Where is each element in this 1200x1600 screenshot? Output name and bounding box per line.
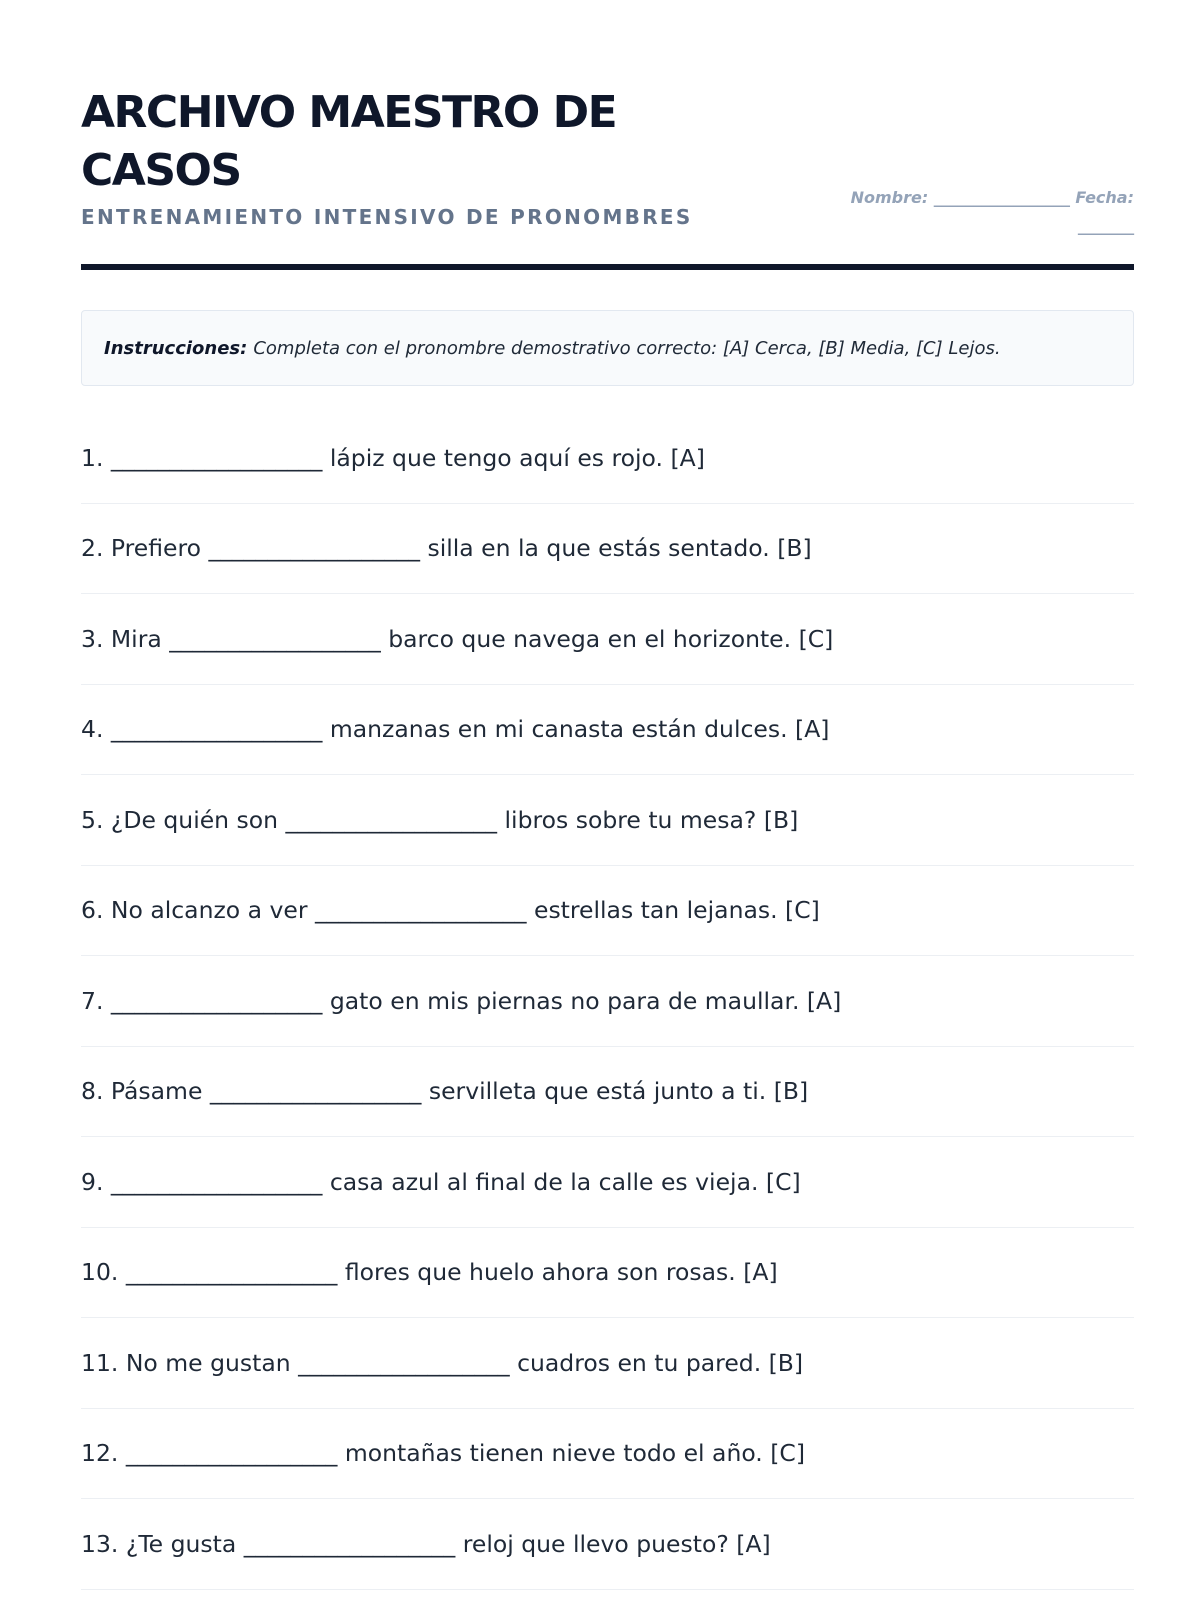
instructions-box (81, 310, 1134, 386)
exercise-item: 3. Mira __________________ barco que navega en el horizonte. [C] (81, 594, 1134, 685)
exercise-item: 1. __________________ lápiz que tengo aquí es rojo. [A] (81, 413, 1134, 504)
worksheet-header (81, 84, 1134, 270)
name-line: _________________ (933, 188, 1070, 207)
exercise-item: 7. __________________ gato en mis piernas no para de maullar. [A] (81, 956, 1134, 1047)
instructions-text: Completa con el pronombre demostrativo correcto: [A] Cerca, [B] Media, [C] Lejos. (253, 337, 1001, 359)
exercise-item: 8. Pásame __________________ servilleta que está junto a ti. [B] (81, 1047, 1134, 1138)
date-line: _______ (1078, 216, 1134, 235)
exercise-item: 6. No alcanzo a ver __________________ estrellas tan lejanas. [C] (81, 866, 1134, 957)
instructions-label: Instrucciones: (104, 337, 248, 359)
exercise-item: 4. __________________ manzanas en mi canasta están dulces. [A] (81, 685, 1134, 776)
exercise-item: 9. __________________ casa azul al final de la calle es vieja. [C] (81, 1137, 1134, 1228)
exercise-item: 10. __________________ flores que huelo ahora son rosas. [A] (81, 1228, 1134, 1319)
worksheet-page (81, 84, 1134, 1558)
exercise-item: 13. ¿Te gusta __________________ reloj que llevo puesto? [A] (81, 1499, 1134, 1590)
exercise-item: 12. __________________ montañas tienen nieve todo el año. [C] (81, 1409, 1134, 1500)
page-title: ARCHIVO MAESTRO DE CASOS (81, 87, 617, 196)
student-info (794, 184, 1134, 240)
exercise-item: 5. ¿De quién son __________________ libros sobre tu mesa? [B] (81, 775, 1134, 866)
exercise-list (81, 413, 1134, 1590)
page-subtitle: ENTRENAMIENTO INTENSIVO DE PRONOMBRES (81, 205, 693, 229)
date-label: Fecha: (1075, 188, 1134, 207)
name-label: Nombre: (850, 188, 929, 207)
exercise-item: 11. No me gustan __________________ cuadros en tu pared. [B] (81, 1318, 1134, 1409)
exercise-item: 2. Prefiero __________________ silla en la que estás sentado. [B] (81, 504, 1134, 595)
